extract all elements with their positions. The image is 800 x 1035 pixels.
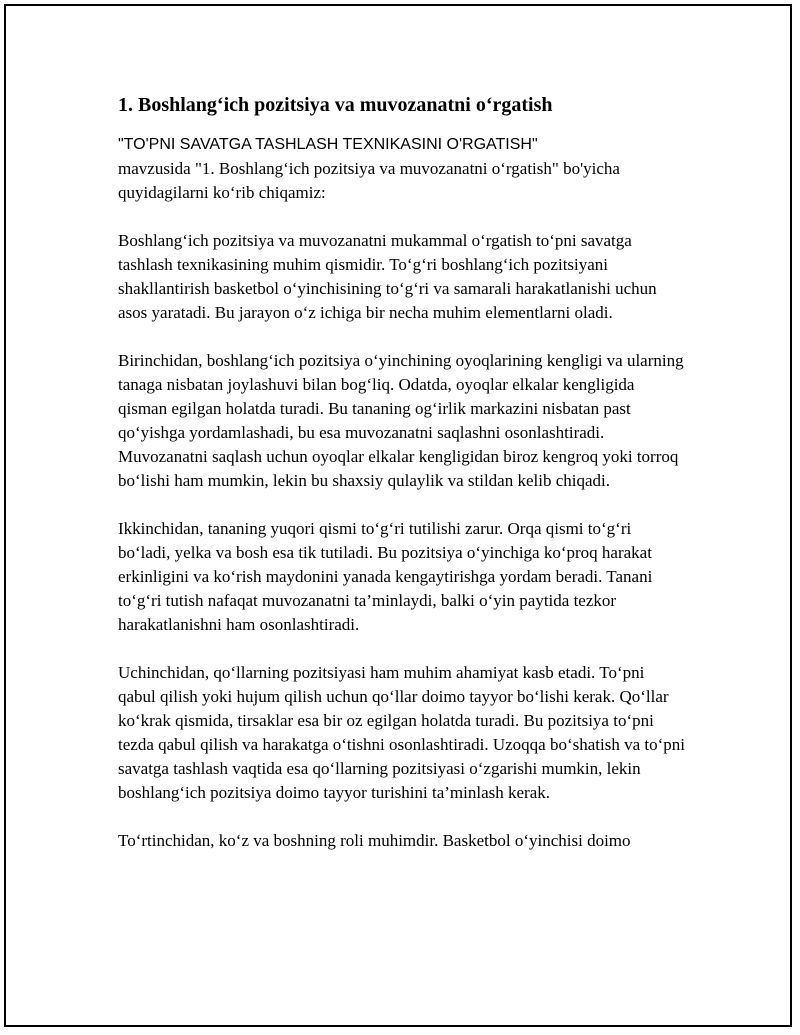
paragraph-3: Ikkinchidan, tananing yuqori qismi to‘g‘ri tutilishi zarur. Orqa qismi to‘g‘ri bo‘ladi, yelka va bosh esa tik tutiladi. Bu pozitsiya o‘yinchiga ko‘proq harakat erkinligini va ko‘rish maydonini yanada kengaytirishga yordam beradi. Tanani to‘g‘ri tutish nafaqat muvozanatni ta’minlaydi, balki o‘yin paytida tezkor harakatlanishni ham osonlashtiradi. <box>118 519 653 634</box>
intro-topic-title: "TO'PNI SAVATGA TASHLASH TEXNIKASINI O'RGATISH" <box>118 136 538 153</box>
paragraph-4: Uchinchidan, qo‘llarning pozitsiyasi ham muhim ahamiyat kasb etadi. To‘pni qabul qilish yoki hujum qilish uchun qo‘llar doimo tayyor bo‘lishi kerak. Qo‘llar ko‘krak qismida, tirsaklar esa bir oz egilgan holatda turadi. Bu pozitsiya to‘pni tezda qabul qilish va harakatga o‘tishni osonlashtiradi. Uzoqqa bo‘shatish va to‘pni savatga tashlash vaqtida esa qo‘llarning pozitsiyasi o‘zgarishi mumkin, lekin boshlang‘ich pozitsiya doimo tayyor turishini ta’minlash kerak. <box>118 663 686 802</box>
paragraph-2: Birinchidan, boshlang‘ich pozitsiya o‘yinchining oyoqlarining kengligi va ularning tanaga nisbatan joylashuvi bilan bog‘liq. Odatda, oyoqlar elkalar kengligida qisman egilgan holatda turadi. Bu tananing og‘irlik markazini nisbatan past qo‘yishga yordamlashadi, bu esa muvozanatni saqlashni osonlashtiradi. Muvozanatni saqlash uchun oyoqlar elkalar kengligidan biroz kengroq yoki torroq bo‘lishi ham mumkin, lekin bu shaxsiy qulaylik va stildan kelib chiqadi. <box>118 351 684 490</box>
intro-paragraph <box>118 132 686 205</box>
section-heading: 1. Boshlang‘ich pozitsiya va muvozanatni o‘rgatish <box>118 94 553 116</box>
document-body <box>118 92 686 877</box>
paragraph-1: Boshlang‘ich pozitsiya va muvozanatni mukammal o‘rgatish to‘pni savatga tashlash texnikasining muhim qismidir. To‘g‘ri boshlang‘ich pozitsiyani shakllantirish basketbol o‘yinchisining to‘g‘ri va samarali harakatlanishi uchun asos yaratadi. Bu jarayon o‘z ichiga bir necha muhim elementlarni oladi. <box>118 231 657 322</box>
intro-text: mavzusida "1. Boshlang‘ich pozitsiya va muvozanatni o‘rgatish" bo'yicha quyidagilarni ko‘rib chiqamiz: <box>118 159 620 202</box>
paragraph-5: To‘rtinchidan, ko‘z va boshning roli muhimdir. Basketbol o‘yinchisi doimo <box>118 831 631 850</box>
